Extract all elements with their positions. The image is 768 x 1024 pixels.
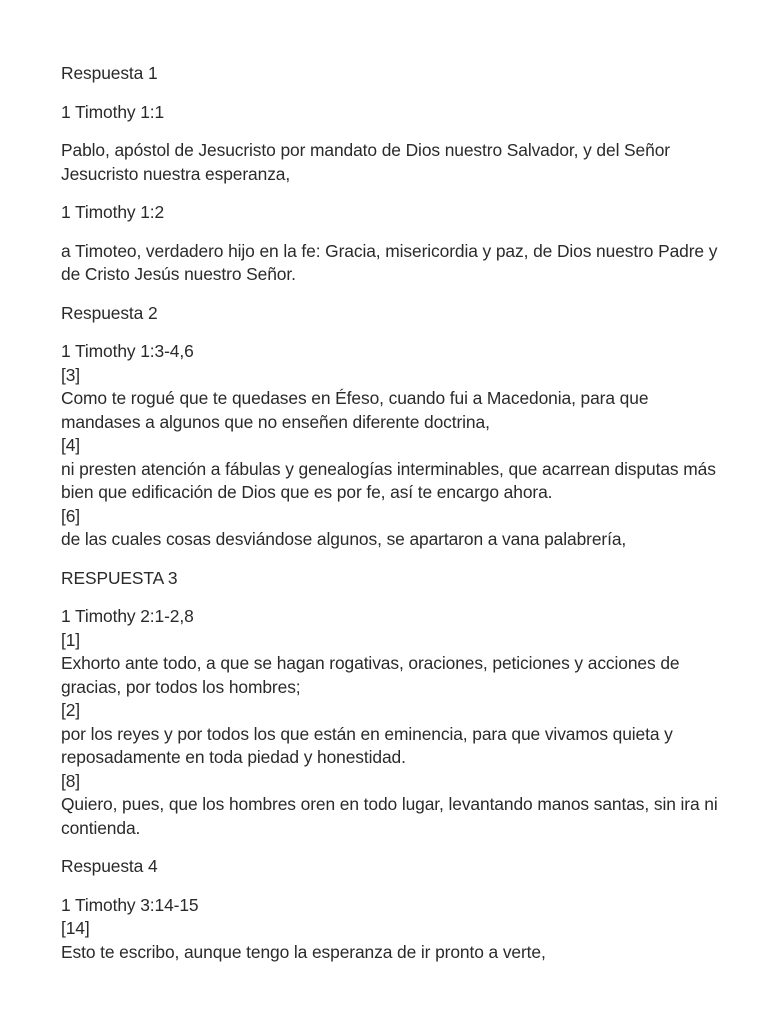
verse-number: [6]	[61, 505, 81, 526]
verse-text: Esto te escribo, aunque tengo la esperanza de ir pronto a verte,	[61, 941, 546, 962]
verse-reference: 1 Timothy 1:2	[61, 202, 165, 222]
verse-text: ni presten atención a fábulas y genealogías interminables, que acarrean disputas más bien que edificación de Dios que es por fe, así te encargo ahora.	[61, 458, 716, 502]
verse-number: [1]	[61, 629, 81, 650]
verse-block	[61, 894, 721, 965]
verse-block	[61, 340, 721, 552]
verse-number: [8]	[61, 770, 81, 791]
verse-reference: 1 Timothy 2:1-2,8	[61, 606, 194, 626]
verse-number: [14]	[61, 918, 90, 938]
verse-text: Pablo, apóstol de Jesucristo por mandato de Dios nuestro Salvador, y del Señor Jesucristo nuestra esperanza,	[61, 140, 670, 184]
verse-reference: 1 Timothy 1:1	[61, 101, 165, 122]
verse-number: [3]	[61, 364, 81, 385]
section-heading: Respuesta 2	[61, 302, 158, 323]
verse-text: de las cuales cosas desviándose algunos, se apartaron a vana palabrería,	[61, 529, 627, 549]
section-heading: Respuesta 4	[61, 856, 158, 876]
verse-block	[61, 605, 721, 840]
verse-reference: 1 Timothy 1:3-4,6	[61, 341, 194, 361]
verse-text: Quiero, pues, que los hombres oren en todo lugar, levantando manos santas, sin ira ni contienda.	[61, 794, 718, 838]
verse-number: [4]	[61, 435, 81, 455]
section-heading: Respuesta 1	[61, 63, 158, 83]
verse-text: Exhorto ante todo, a que se hagan rogativas, oraciones, peticiones y acciones de gracias, por todos los hombres;	[61, 653, 680, 697]
verse-number: [2]	[61, 700, 81, 720]
verse-text: a Timoteo, verdadero hijo en la fe: Gracia, misericordia y paz, de Dios nuestro Padre y de Cristo Jesús nuestro Señor.	[61, 240, 718, 284]
document-page	[61, 62, 721, 979]
verse-text: por los reyes y por todos los que están en eminencia, para que vivamos quieta y reposadamente en toda piedad y honestidad.	[61, 723, 673, 767]
verse-text: Como te rogué que te quedases en Éfeso, cuando fui a Macedonia, para que mandases a algunos que no enseñen diferente doctrina,	[61, 388, 649, 432]
section-heading: RESPUESTA 3	[61, 567, 178, 588]
verse-reference: 1 Timothy 3:14-15	[61, 894, 199, 915]
